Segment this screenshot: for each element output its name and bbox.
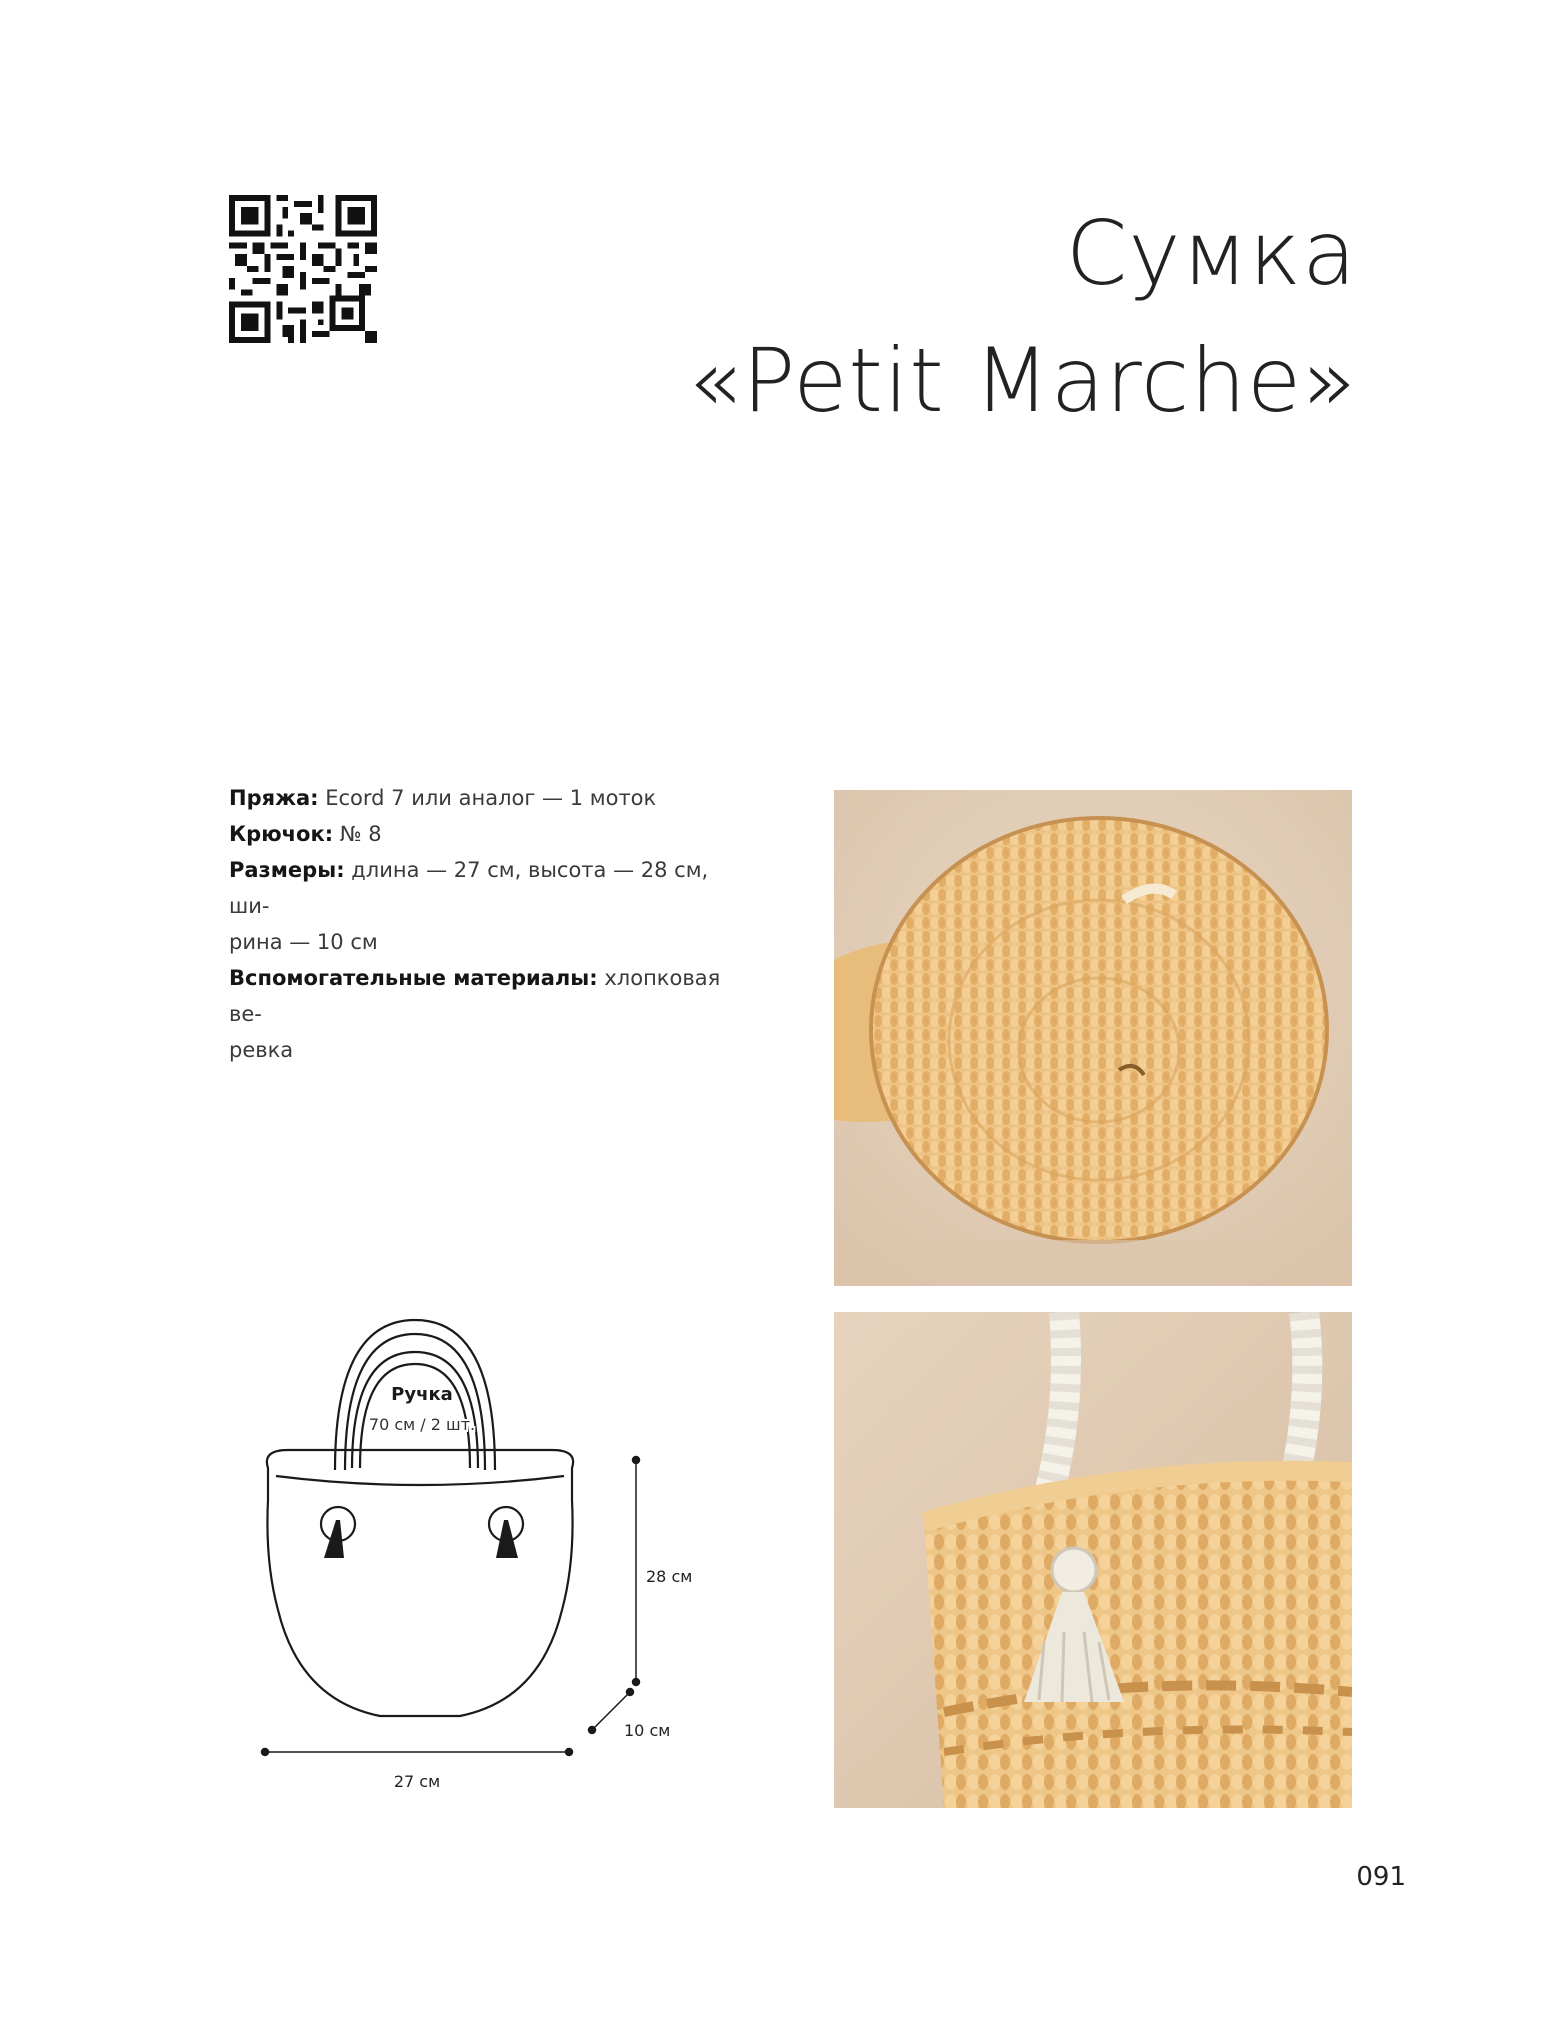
spec-value: Ecord 7 или аналог — 1 моток (318, 786, 657, 810)
spec-label: Размеры: (229, 858, 345, 882)
handle-title: Ручка (391, 1384, 453, 1405)
spec-label: Крючок: (229, 822, 334, 846)
bag-body (267, 1450, 573, 1716)
page-title (687, 190, 1357, 444)
spec-label: Вспомогательные материалы: (229, 966, 598, 990)
spec-dimensions (229, 852, 739, 924)
photo-bag-knot (834, 1312, 1352, 1808)
spec-value: длина — 27 см, высота — 28 см, ши- (229, 858, 709, 918)
title-line-1: Сумка (1065, 202, 1357, 305)
page-number: 091 (1356, 1862, 1406, 1892)
left-tassel (324, 1520, 344, 1558)
qr-code (229, 195, 377, 343)
title-line-2: «Petit Marche» (687, 329, 1357, 432)
spec-hook (229, 816, 739, 852)
handle-spec: 70 см / 2 шт. (368, 1415, 476, 1434)
spec-value: хлопковая ве- (229, 966, 721, 1026)
spec-value: ревка (229, 1038, 294, 1062)
materials-list (229, 780, 739, 1068)
photo-bag-bottom (834, 790, 1352, 1286)
spec-yarn (229, 780, 739, 816)
spec-aux-materials-cont (229, 1032, 739, 1068)
spec-value: рина — 10 см (229, 930, 378, 954)
spec-value: № 8 (333, 822, 382, 846)
length-label: 27 см (393, 1772, 441, 1791)
spec-dimensions-cont (229, 924, 739, 960)
spec-label: Пряжа: (229, 786, 319, 810)
height-label: 28 см (646, 1567, 693, 1586)
bag-rim (276, 1476, 564, 1485)
spec-aux-materials (229, 960, 739, 1032)
depth-label: 10 см (624, 1721, 671, 1740)
bag-diagram (240, 1300, 720, 1820)
